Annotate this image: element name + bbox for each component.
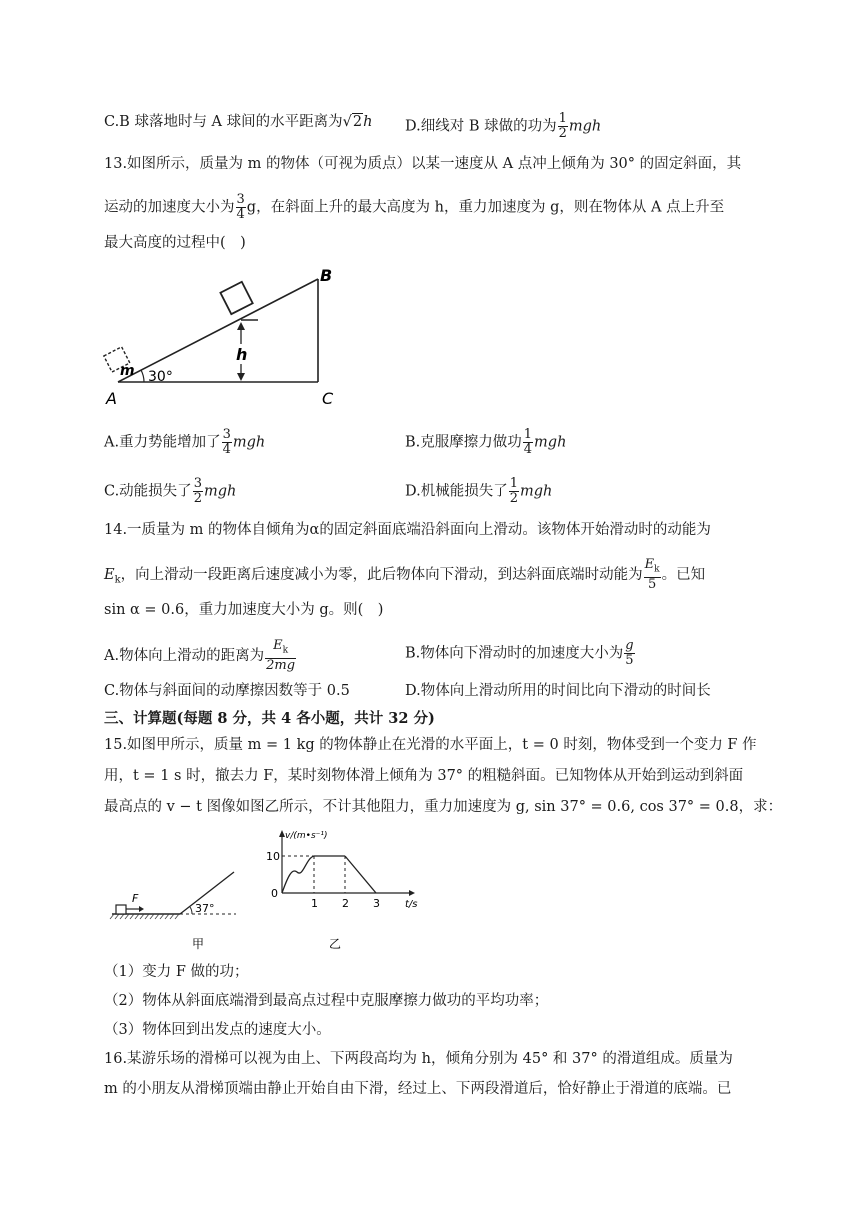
q15-subquestion-3: （3）物体回到出发点的速度大小。: [104, 1022, 331, 1038]
fraction: $\frac{E_k}{5}$: [644, 557, 660, 592]
y-tick-10: 10: [266, 850, 280, 863]
point-c-label: C: [322, 389, 334, 408]
q14-stem-line1: 14.一质量为 m 的物体自倾角为α的固定斜面底端沿斜面向上滑动。该物体开始滑动时的动能为: [104, 522, 711, 538]
x-axis-arrow: [409, 890, 415, 896]
force-label-f: F: [132, 892, 139, 905]
fraction: $\frac{3}{2}$: [193, 476, 202, 506]
q14-option-d: D.物体向上滑动所用的时间比向下滑动的时间长: [405, 683, 711, 699]
q13-option-d: D.机械能损失了 $\frac{1}{2}$ mgh: [405, 476, 553, 506]
mass-label-m: m: [120, 363, 135, 379]
q14-option-c: C.物体与斜面间的动摩擦因数等于 0.5: [104, 683, 350, 699]
h-arrow-down-head: [237, 373, 245, 381]
slope-angle-label: 37°: [195, 902, 215, 915]
ground-hatch: [110, 914, 179, 919]
q13-option-b: B.克服摩擦力做功 $\frac{1}{4}$ mgh: [405, 427, 567, 457]
x-tick-2: 2: [342, 897, 349, 910]
point-b-label: B: [320, 266, 333, 285]
h-arrow-up-head: [237, 322, 245, 330]
q13-option-c: C.动能损失了 $\frac{3}{2}$ mgh: [104, 476, 237, 506]
q14-option-a: A.物体向上滑动的距离为 $\frac{E_k}{2mg}$: [104, 638, 296, 673]
section-heading: 三、计算题(每题 8 分，共 4 各小题，共计 32 分): [104, 710, 435, 727]
fraction: $\frac{E_k}{2mg}$: [266, 638, 296, 673]
q12-option-c: C.B 球落地时与 A 球间的水平距离为√2h: [104, 114, 373, 130]
h-label: h: [236, 345, 248, 364]
q16-stem-line2: m 的小朋友从滑梯顶端由静止开始自由下滑，经过上、下两段滑道后，恰好静止于滑道的底端。已: [104, 1081, 732, 1097]
fraction: $\frac{3}{4}$: [222, 427, 231, 457]
q14-option-b: B.物体向下滑动时的加速度大小为 $\frac{g}{5}$: [405, 638, 634, 668]
q15-figure-yi: [262, 824, 432, 954]
slope-angle-arc: [190, 907, 192, 914]
point-a-label: A: [106, 389, 117, 408]
fraction: $\frac{1}{4}$: [523, 427, 533, 457]
q16-stem-line1: 16.某游乐场的滑梯可以视为由上、下两段高均为 h，倾角分别为 45° 和 37° 的滑道组成。质量为: [104, 1051, 733, 1067]
x-axis-label: t/s: [405, 899, 418, 910]
fraction: $\frac{1}{2}$: [509, 476, 518, 506]
q15-stem-line2: 用，t = 1 s 时，撤去力 F，某时刻物体滑上倾角为 37° 的粗糙斜面。已知物体从开始到运动到斜面: [104, 768, 744, 784]
q15-figure-jia: [108, 858, 248, 958]
q14-stem-line2: $E_k$，向上滑动一段距离后速度减小为零，此后物体向下滑动，到达斜面底端时动能为 $\frac{E_k}{5}$ 。已知: [104, 557, 706, 592]
q12-option-c-text: C.B 球落地时与 A 球间的水平距离为: [104, 114, 343, 130]
x-tick-1: 1: [311, 897, 318, 910]
angle-label: 30°: [148, 369, 173, 385]
figure-caption-jia: 甲: [192, 937, 205, 951]
q15-subquestion-1: （1）变力 F 做的功；: [104, 964, 249, 980]
q13-stem-line1: 13.如图所示，质量为 m 的物体（可视为质点）以某一速度从 A 点冲上倾角为 30° 的固定斜面，其: [104, 156, 742, 172]
small-block: [116, 905, 126, 914]
q15-stem-line1: 15.如图甲所示，质量 m = 1 kg 的物体静止在光滑的水平面上，t = 0 时刻，物体受到一个变力 F 作: [104, 737, 757, 753]
q13-option-a: A.重力势能增加了 $\frac{3}{4}$ mgh: [104, 427, 266, 457]
x-tick-3: 3: [373, 897, 380, 910]
q12-option-d: D.细线对 B 球做的功为 $\frac{1}{2}$ mgh: [405, 111, 602, 141]
y-axis-label: v/(m•s⁻¹): [285, 831, 328, 841]
q15-subquestion-2: （2）物体从斜面底端滑到最高点过程中克服摩擦力做功的平均功率；: [104, 993, 549, 1009]
fraction: $\frac{1}{2}$: [558, 111, 567, 141]
sqrt-symbol: √2: [342, 114, 363, 130]
q13-stem-line3: 最大高度的过程中( ): [104, 235, 246, 251]
y-tick-0: 0: [271, 887, 278, 900]
fraction: $\frac{3}{4}$: [236, 192, 245, 222]
velocity-curve-rising: [282, 856, 314, 893]
angle-arc: [141, 370, 144, 382]
velocity-decreasing: [345, 856, 376, 893]
figure-caption-yi: 乙: [329, 937, 342, 951]
fraction: $\frac{g}{5}$: [625, 638, 634, 668]
q13-stem-line2: 运动的加速度大小为 $\frac{3}{4}$ g，在斜面上升的最大高度为 h，重力加速度为 g，则在物体从 A 点上升至: [104, 192, 725, 222]
force-arrow-head: [139, 906, 144, 912]
q15-stem-line3: 最高点的 v − t 图像如图乙所示，不计其他阻力，重力加速度为 g, sin 37° = 0.6, cos 37° = 0.8，求：: [104, 799, 783, 815]
block-on-slope: [220, 282, 252, 314]
q14-stem-line3: sin α = 0.6，重力加速度大小为 g。则( ): [104, 602, 384, 618]
q13-incline-figure: [100, 262, 350, 412]
incline-slope-line: [118, 279, 318, 382]
